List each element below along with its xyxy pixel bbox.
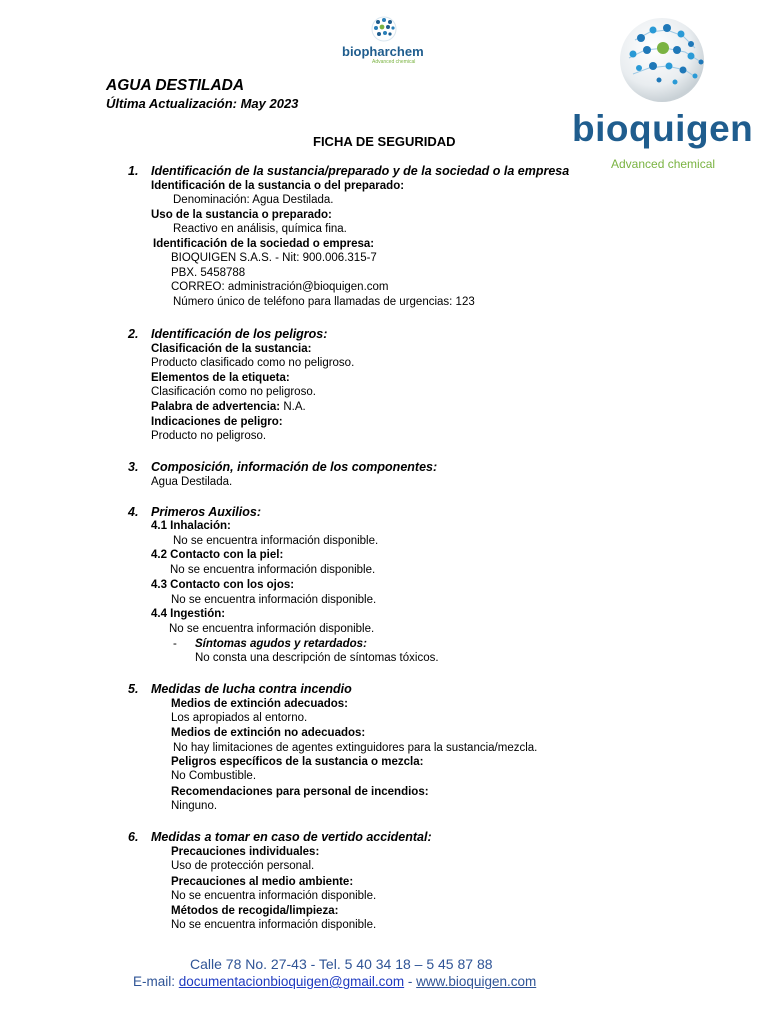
- s4-label-ingestion: 4.4 Ingestión:: [151, 608, 226, 620]
- s1-label-substance: Identificación de la sustancia o del preparado:: [151, 180, 405, 192]
- s2-value-label-elements: Clasificación como no peligroso.: [151, 386, 316, 398]
- s6-label-environment: Precauciones al medio ambiente:: [171, 876, 354, 888]
- s4-value-skin: No se encuentra información disponible.: [170, 564, 376, 576]
- section-6-number: 6.: [128, 830, 139, 844]
- s6-value-environment: No se encuentra información disponible.: [171, 890, 377, 902]
- s1-label-company: Identificación de la sociedad o empresa:: [153, 238, 375, 250]
- section-4-title: Primeros Auxilios:: [151, 505, 261, 519]
- s6-value-cleanup: No se encuentra información disponible.: [171, 919, 377, 931]
- biopharchem-wordmark: biopharchem: [342, 44, 424, 59]
- section-3-number: 3.: [128, 460, 139, 474]
- s4-label-symptoms: Síntomas agudos y retardados:: [195, 638, 367, 650]
- footer-address: Calle 78 No. 27-43 - Tel. 5 40 34 18 – 5 45 87 88: [190, 956, 493, 972]
- footer-separator: -: [407, 974, 413, 989]
- sheet-heading: FICHA DE SEGURIDAD: [313, 134, 456, 149]
- s4-value-eyes: No se encuentra información disponible.: [171, 594, 377, 606]
- section-3-title: Composición, información de los componentes:: [151, 460, 438, 474]
- s1-value-emergency-phone: Número único de teléfono para llamadas de urgencias: 123: [173, 296, 475, 308]
- s4-label-skin: 4.2 Contacto con la piel:: [151, 549, 284, 561]
- s6-label-cleanup: Métodos de recogida/limpieza:: [171, 905, 339, 917]
- s1-value-use: Reactivo en análisis, química fina.: [173, 223, 347, 235]
- s1-value-substance: Denominación: Agua Destilada.: [173, 194, 334, 206]
- biopharchem-tagline: Advanced chemical: [372, 59, 416, 65]
- s2-warning-line: [151, 400, 306, 414]
- s5-label-specific-hazards: Peligros específicos de la sustancia o mezcla:: [171, 756, 424, 768]
- s1-label-use: Uso de la sustancia o preparado:: [151, 209, 332, 221]
- s2-value-classification: Producto clasificado como no peligroso.: [151, 357, 355, 369]
- s2-label-warning: Palabra de advertencia:: [151, 401, 281, 413]
- s1-value-pbx: PBX. 5458788: [171, 267, 246, 279]
- bioquigen-wordmark: bioquigen: [572, 108, 754, 149]
- footer-email-link[interactable]: documentacionbioquigen@gmail.com: [178, 974, 405, 989]
- s5-value-specific-hazards: No Combustible.: [171, 770, 257, 782]
- bioquigen-tagline: Advanced chemical: [611, 157, 716, 171]
- s5-label-unsuitable-media: Medios de extinción no adecuados:: [171, 727, 366, 739]
- s6-value-individual: Uso de protección personal.: [171, 860, 315, 872]
- section-5-number: 5.: [128, 682, 139, 696]
- s1-value-email: CORREO: administración@bioquigen.com: [171, 281, 389, 293]
- biopharchem-globe-icon: [369, 14, 399, 44]
- s4-label-eyes: 4.3 Contacto con los ojos:: [151, 579, 295, 591]
- section-1-number: 1.: [128, 164, 139, 178]
- s2-value-warning: N.A.: [283, 401, 306, 413]
- s4-label-inhalation: 4.1 Inhalación:: [151, 520, 231, 532]
- footer-website-link[interactable]: www.bioquigen.com: [416, 974, 537, 989]
- s5-value-suitable-media: Los apropiados al entorno.: [171, 712, 308, 724]
- s4-value-ingestion: No se encuentra información disponible.: [169, 623, 375, 635]
- s5-value-firefighters: Ninguno.: [171, 800, 218, 812]
- s3-value-composition: Agua Destilada.: [151, 476, 233, 488]
- s4-value-symptoms: No consta una descripción de síntomas tóxicos.: [195, 652, 439, 664]
- s2-label-label-elements: Elementos de la etiqueta:: [151, 372, 290, 384]
- s4-bullet-dash: -: [173, 638, 177, 650]
- s4-value-inhalation: No se encuentra información disponible.: [173, 535, 379, 547]
- section-2-title: Identificación de los peligros:: [151, 327, 328, 341]
- s1-value-company: BIOQUIGEN S.A.S. - Nit: 900.006.315-7: [171, 252, 377, 264]
- document-title: AGUA DESTILADA: [106, 77, 245, 94]
- s2-label-hazard: Indicaciones de peligro:: [151, 416, 283, 428]
- s6-label-individual: Precauciones individuales:: [171, 846, 320, 858]
- s2-value-hazard: Producto no peligroso.: [151, 430, 267, 442]
- footer-email-label: E-mail:: [133, 974, 176, 989]
- section-5-title: Medidas de lucha contra incendio: [151, 682, 352, 696]
- s2-label-classification: Clasificación de la sustancia:: [151, 343, 312, 355]
- biopharchem-logo: [340, 14, 430, 66]
- section-6-title: Medidas a tomar en caso de vertido accidental:: [151, 830, 432, 844]
- section-1-title: Identificación de la sustancia/preparado y de la sociedad o la empresa: [151, 164, 570, 178]
- bioquigen-globe-icon: [615, 10, 710, 105]
- s5-value-unsuitable-media: No hay limitaciones de agentes extinguidores para la sustancia/mezcla.: [173, 742, 538, 754]
- section-2-number: 2.: [128, 327, 139, 341]
- section-4-number: 4.: [128, 505, 139, 519]
- s5-label-suitable-media: Medios de extinción adecuados:: [171, 698, 349, 710]
- last-updated: Última Actualización: May 2023: [106, 96, 299, 111]
- bioquigen-logo: [570, 10, 760, 175]
- footer-contact: [133, 974, 536, 989]
- s5-label-firefighters: Recomendaciones para personal de incendios:: [171, 786, 429, 798]
